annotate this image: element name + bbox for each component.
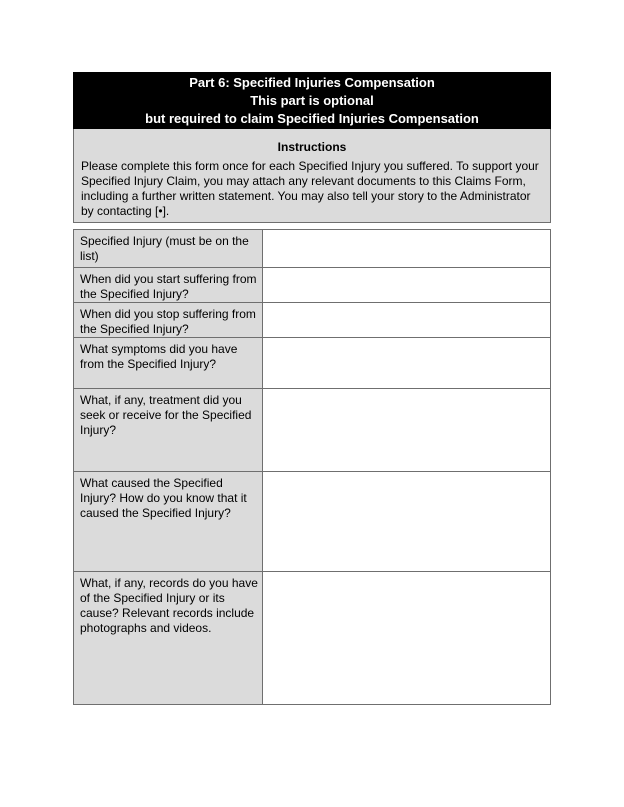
- question-cell: When did you start suffering from the Specified Injury?: [74, 268, 263, 302]
- answer-cell[interactable]: [263, 338, 550, 388]
- form-content: [73, 72, 551, 705]
- answer-cell[interactable]: [263, 268, 550, 302]
- part-header-title: Part 6: Specified Injuries Compensation: [189, 75, 435, 90]
- instructions-body: Please complete this form once for each Specified Injury you suffered. To support your Specified Injury Claim, you may attach any relevant documents to this Claims Form, including a further written statement. You may also tell your story to the Administrator by contacting [•].: [81, 159, 539, 218]
- table-row: [74, 268, 550, 303]
- table-row: [74, 472, 550, 572]
- answer-cell[interactable]: [263, 572, 550, 704]
- question-cell: When did you stop suffering from the Specified Injury?: [74, 303, 263, 337]
- answer-cell[interactable]: [263, 230, 550, 267]
- question-cell: Specified Injury (must be on the list): [74, 230, 263, 267]
- table-row: [74, 572, 550, 704]
- table-row: [74, 338, 550, 389]
- part-header-subtitle-1: This part is optional: [250, 93, 374, 108]
- part-header: [73, 72, 551, 129]
- instructions-title: Instructions: [277, 140, 347, 154]
- question-cell: What, if any, records do you have of the Specified Injury or its cause? Relevant records include photographs and videos.: [74, 572, 263, 704]
- answer-cell[interactable]: [263, 472, 550, 571]
- answer-cell[interactable]: [263, 303, 550, 337]
- answer-cell[interactable]: [263, 389, 550, 471]
- question-cell: What, if any, treatment did you seek or receive for the Specified Injury?: [74, 389, 263, 471]
- table-row: [74, 389, 550, 472]
- question-cell: What symptoms did you have from the Specified Injury?: [74, 338, 263, 388]
- question-cell: What caused the Specified Injury? How do you know that it caused the Specified Injury?: [74, 472, 263, 571]
- table-row: [74, 303, 550, 338]
- part-header-subtitle-2: but required to claim Specified Injuries Compensation: [145, 111, 479, 126]
- instructions-section: [73, 129, 551, 223]
- table-row: [74, 230, 550, 268]
- claim-form-table: [73, 229, 551, 705]
